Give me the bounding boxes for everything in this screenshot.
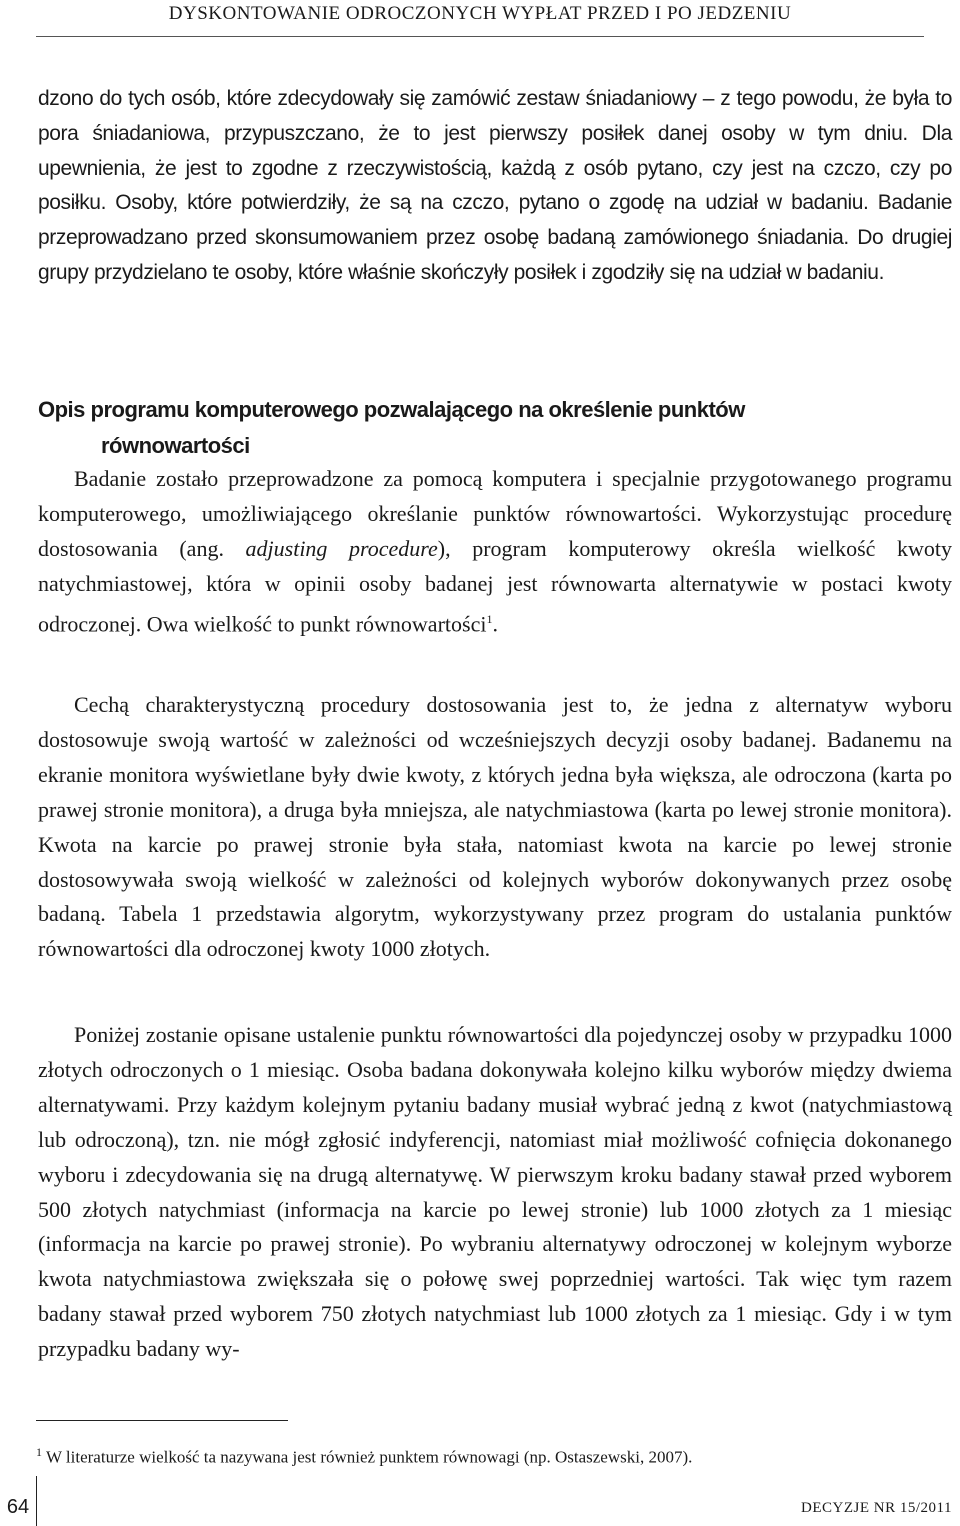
paragraph-2-term: adjusting procedure <box>245 535 438 561</box>
footnote-text: W literaturze wielkość ta nazywana jest również punktem równowagi (np. Ostaszewski, 2007). <box>42 1447 693 1467</box>
section-heading-line-2: równowartości <box>101 433 250 458</box>
footnote-reference[interactable]: 1 <box>486 611 493 626</box>
page-number: 64 <box>6 1496 30 1518</box>
paragraph-2-text-a: Badanie zostało przeprowadzone za pomocą komputera i specjalnie przygotowanego programu komputerowego, umożliwiającego określanie punktów równowartości. Wykorzystując procedurę dostosowania (ang. <box>38 466 952 561</box>
body-paragraph-2 <box>38 462 952 642</box>
running-title: DYSKONTOWANIE ODROCZONYCH WYPŁAT PRZED I PO JEDZENIU <box>36 0 924 37</box>
body-paragraph-3: Cechą charakterystyczną procedury dostosowania jest to, że jedna z alternatyw wyboru dostosowuje swoją wartość w zależności od wcześniejszych decyzji osoby badanej. Badanemu na ekranie monitora wyświetlane były dwie kwoty, z których jedna była większa, ale odroczona (karta po prawej stronie monitora), a druga była mniejsza, ale natychmiastowa (karta po lewej stronie monitora). Kwota na karcie po prawej stronie była stała, natomiast kwota na karcie po lewej stronie dostosowywała swoją wielkość w zależności od kolejnych wyborów dokonywanych przez osobę badaną. Tabela 1 przedstawia algorytm, wykorzystywany przez program do ustalania punktów równowartości dla odroczonej kwoty 1000 złotych. <box>38 692 952 962</box>
footnote-marker: 1 <box>36 1445 42 1459</box>
journal-issue: DECYZJE NR 15/2011 <box>801 1500 952 1516</box>
paragraph-2-text-b: ), program komputerowy określa wielkość kwoty natychmiastowej, która w opinii osoby badanej jest równowarta alternatywie w postaci kwoty odroczonej. Owa wielkość to punkt równowartości <box>38 535 952 636</box>
section-heading <box>38 392 952 464</box>
footnote-divider <box>36 1420 288 1421</box>
section-heading-line-1: Opis programu komputerowego pozwalającego na określenie punktów <box>38 397 745 422</box>
body-paragraph-4: Poniżej zostanie opisane ustalenie punktu równowartości dla pojedynczej osoby w przypadku 1000 złotych odroczonych o 1 miesiąc. Osoba badana dokonywała kolejno kilku wyborów między dwiema alternatywami. Przy każdym kolejnym pytaniu badany musiał wybrać jedną z kwot (natychmiastową lub odroczoną), tzn. nie mógł zgłosić indyferencji, natomiast miał możliwość cofnięcia dokonanego wyboru i zdecydowania się na drugą alternatywę. W pierwszym kroku badany stawał przed wyborem 500 złotych natychmiast (informacja na karcie po lewej stronie) lub 1000 złotych za 1 miesiąc (informacja na karcie po prawej stronie). Po wybraniu alternatywy odroczonej w kolejnym wyborze kwota natychmiastowa zwiększała się o połowę swej poprzedniej wartości. Tak więc tym razem badany stawał przed wyborem 750 złotych natychmiast lub 1000 złotych za 1 miesiąc. Gdy i w tym przypadku badany wy- <box>38 1022 952 1362</box>
page-number-divider <box>36 1476 37 1526</box>
body-paragraph-1: dzono do tych osób, które zdecydowały się zamówić zestaw śniadaniowy – z tego powodu, że była to pora śniadaniowa, przypuszczano, że to jest pierwszy posiłek danej osoby w tym dniu. Dla upewnienia, że jest to zgodne z rzeczywistością, każdą z osób pytano, czy jest na czczo, czy po posiłku. Osoby, które potwierdziły, że są na czczo, pytano o zgodę na udział w badaniu. Badanie przeprowadzano przed skonsumowaniem przez osobę badaną zamówionego śniadania. Do drugiej grupy przydzielano te osoby, które właśnie skończyły posiłek i zgodziły się na udział w badaniu. <box>38 87 952 284</box>
paragraph-2-end: . <box>492 610 498 636</box>
footnote <box>36 1440 936 1470</box>
